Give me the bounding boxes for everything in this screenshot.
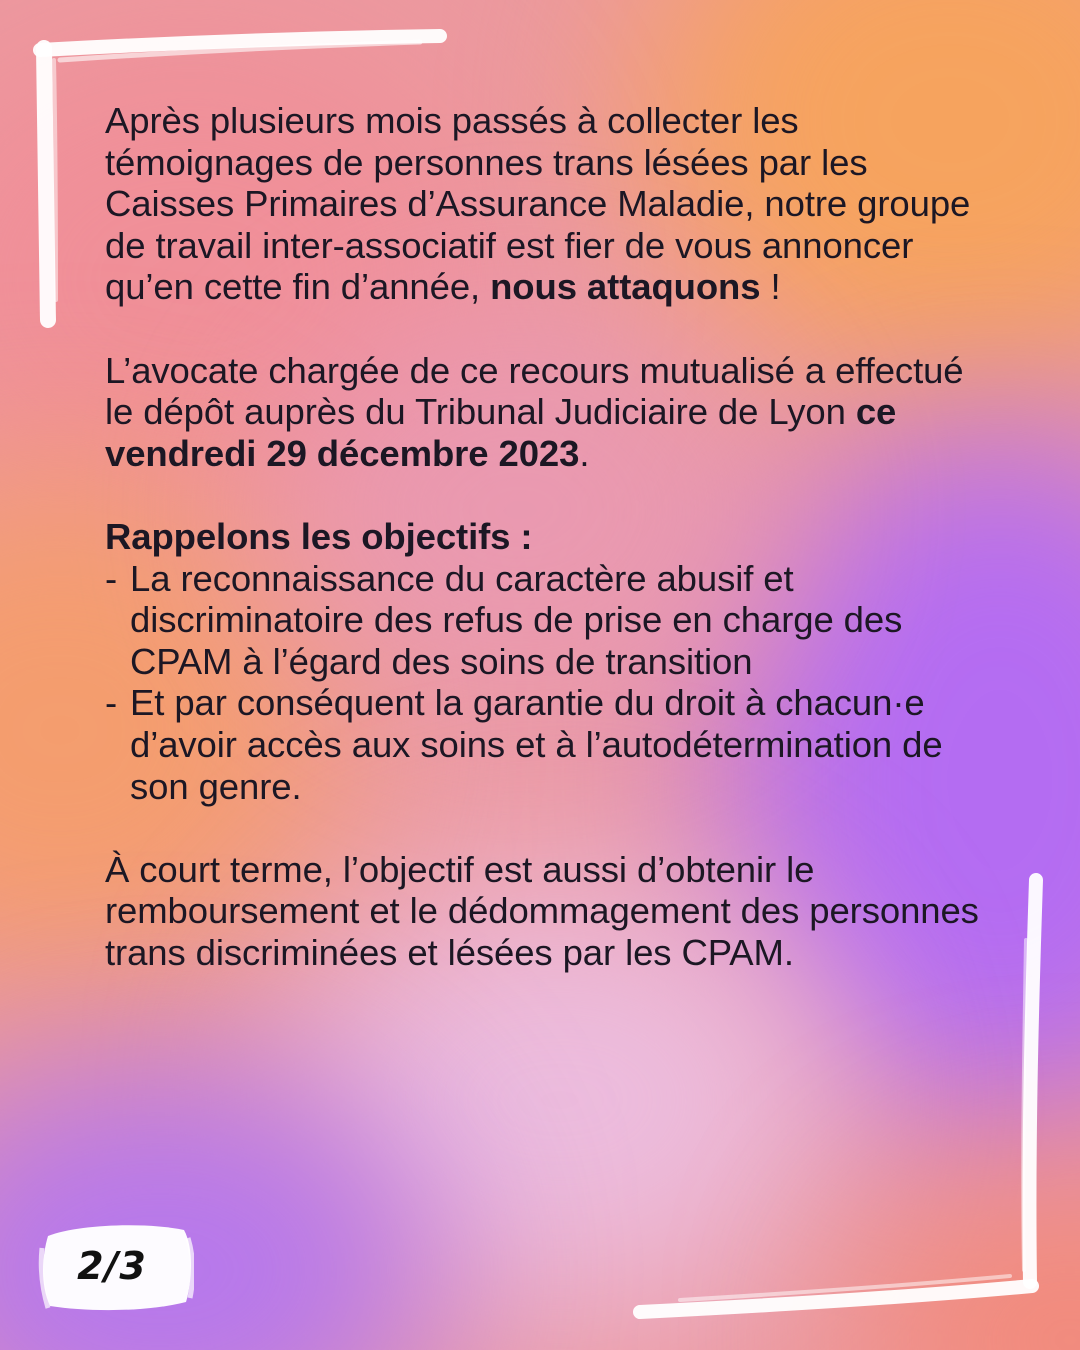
bullet-dash: - [105,682,118,724]
intro-emphasis: nous attaquons [490,266,761,308]
filing-tail: . [579,432,590,474]
frame-left-stroke [54,60,56,300]
frame-left-stroke [44,48,48,320]
intro-text: Après plusieurs mois passés à collecter les témoignages de personnes trans lésées par les Caisses Primaires d’Assurance Maladie, notre groupe de travail inter-associatif est fier de vous annoncer qu’en cette fin d’année, [105,100,971,308]
filing-paragraph [105,350,985,475]
list-item [105,558,985,683]
frame-right-stroke [1029,880,1036,1282]
list-item [105,682,985,807]
objective-text: La reconnaissance du caractère abusif et discriminatoire des refus de prise en charge des CPAM à l’égard des soins de transition [130,557,903,682]
objectives-heading: Rappelons les objectifs : [105,515,533,557]
intro-tail: ! [760,266,781,308]
bullet-dash: - [105,557,118,599]
body-text [105,100,985,1015]
filing-text: L’avocate chargée de ce recours mutualisé a effectué le dépôt auprès du Tribunal Judiciaire de Lyon [105,349,964,433]
intro-paragraph [105,100,985,308]
page-number: 2/3 [77,1244,147,1288]
filing-date: ce vendredi 29 décembre 2023 [105,391,897,474]
objectives-list [105,558,985,808]
short-term-paragraph: À court terme, l’objectif est aussi d’obtenir le remboursement et le dédommagement des personnes trans discriminées et lésées par les CPAM. [105,848,979,973]
objective-text: Et par conséquent la garantie du droit à chacun·e d’avoir accès aux soins et à l’autodétermination de son genre. [130,682,943,807]
page-indicator [38,1218,194,1314]
